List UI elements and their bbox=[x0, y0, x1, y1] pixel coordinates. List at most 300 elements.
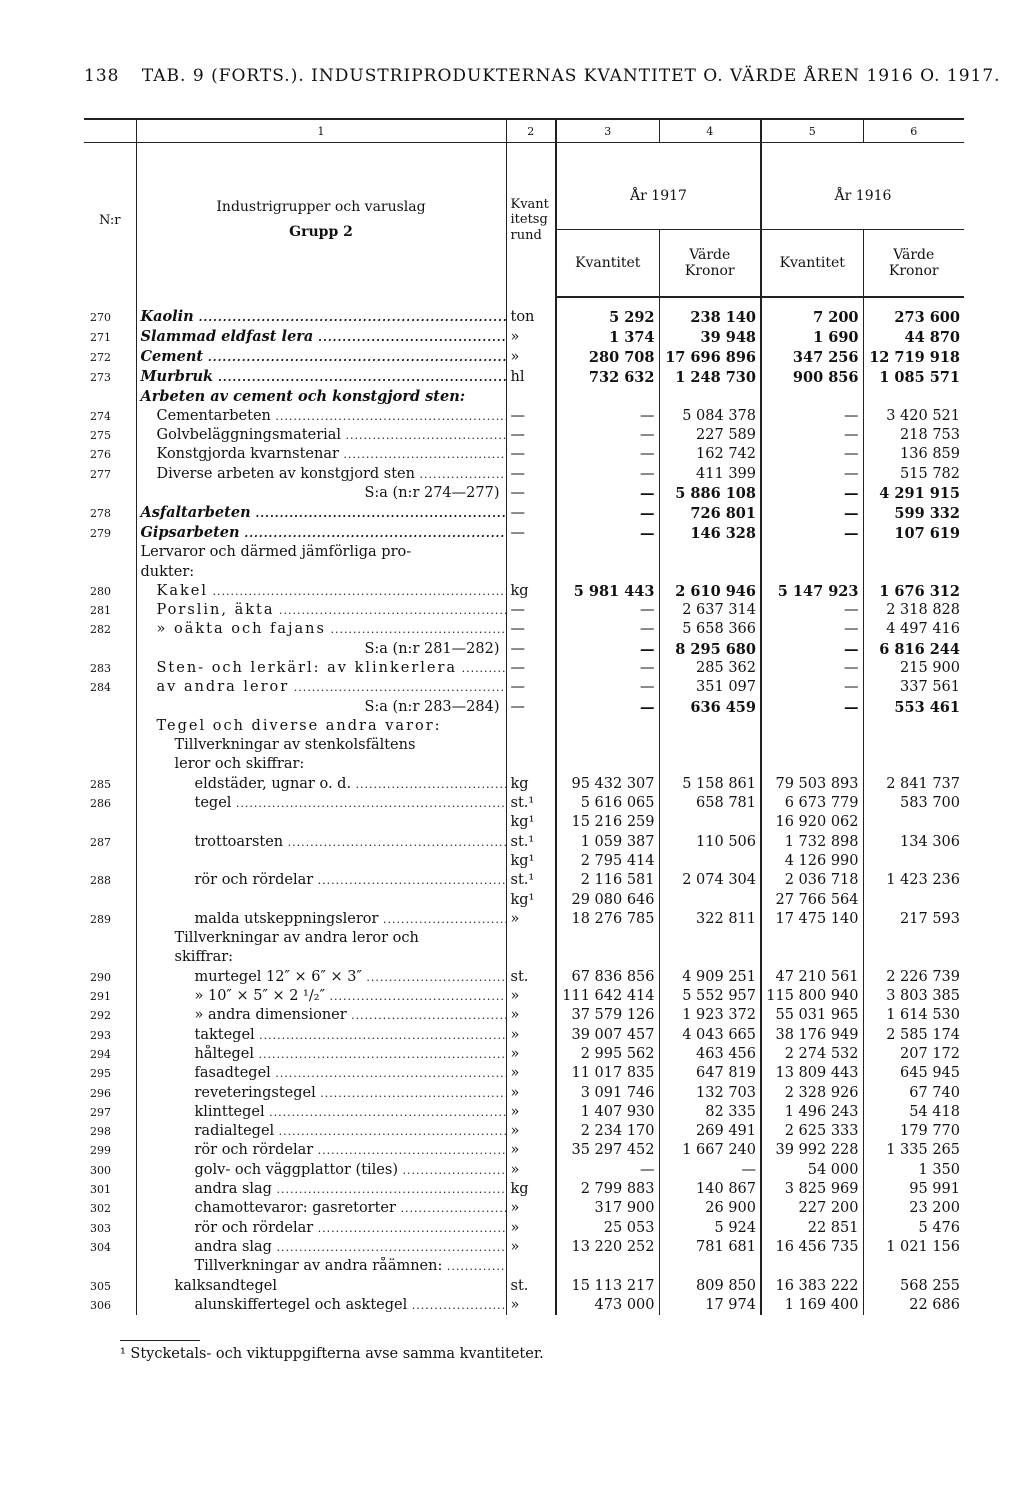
table-row bbox=[84, 910, 964, 929]
row-unit: » bbox=[506, 1026, 556, 1045]
cell-quantity-1916: 1 690 bbox=[761, 327, 863, 347]
row-unit: ton bbox=[506, 297, 556, 327]
cell-value-1916: 599 332 bbox=[863, 503, 964, 523]
cell-value-1917: 1 248 730 bbox=[659, 367, 761, 387]
cell-quantity-1916: 1 732 898 bbox=[761, 833, 863, 852]
table-row bbox=[84, 968, 964, 987]
cell-quantity-1917: — bbox=[556, 601, 659, 620]
cell-value-1917 bbox=[659, 813, 761, 832]
cell-quantity-1917: 1 407 930 bbox=[556, 1103, 659, 1122]
row-label: » 10″ × 5″ × 2 ¹/₂″ ..... bbox=[136, 987, 506, 1006]
cell-quantity-1917: 35 297 452 bbox=[556, 1141, 659, 1160]
cell-quantity-1917: 37 579 126 bbox=[556, 1006, 659, 1025]
cell-value-1917: 110 506 bbox=[659, 833, 761, 852]
row-unit: — bbox=[506, 484, 556, 503]
cell-value-1917 bbox=[659, 736, 761, 755]
table-row bbox=[84, 929, 964, 948]
cell-value-1917 bbox=[659, 890, 761, 909]
cell-quantity-1916 bbox=[761, 948, 863, 967]
row-unit: » bbox=[506, 1161, 556, 1180]
row-unit: » bbox=[506, 347, 556, 367]
cell-value-1916 bbox=[863, 929, 964, 948]
cell-quantity-1917: 473 000 bbox=[556, 1296, 659, 1315]
cell-quantity-1917: 2 116 581 bbox=[556, 871, 659, 890]
column-number: 2 bbox=[506, 119, 556, 143]
cell-quantity-1917: 2 795 414 bbox=[556, 852, 659, 871]
row-number bbox=[84, 755, 136, 774]
cell-quantity-1917: 13 220 252 bbox=[556, 1238, 659, 1257]
cell-quantity-1917: 732 632 bbox=[556, 367, 659, 387]
row-number: 303 bbox=[90, 1221, 111, 1235]
cell-quantity-1916: — bbox=[761, 484, 863, 503]
cell-value-1917: 17 974 bbox=[659, 1296, 761, 1315]
cell-quantity-1917: — bbox=[556, 407, 659, 426]
row-number: 296 bbox=[90, 1086, 111, 1100]
cell-value-1917: 4 043 665 bbox=[659, 1026, 761, 1045]
row-label: S:a (n:r 274—277) bbox=[136, 484, 506, 503]
row-number: 272 bbox=[90, 350, 111, 364]
cell-quantity-1917 bbox=[556, 929, 659, 948]
cell-value-1916: 4 497 416 bbox=[863, 620, 964, 639]
cell-value-1916 bbox=[863, 736, 964, 755]
cell-quantity-1916: 2 625 333 bbox=[761, 1122, 863, 1141]
cell-quantity-1916: — bbox=[761, 640, 863, 659]
row-unit bbox=[506, 387, 556, 406]
row-number: 295 bbox=[90, 1067, 111, 1081]
row-number bbox=[84, 543, 136, 562]
cell-value-1916 bbox=[863, 387, 964, 406]
cell-quantity-1916: 1 169 400 bbox=[761, 1296, 863, 1315]
cell-quantity-1916: — bbox=[761, 678, 863, 697]
row-number: 279 bbox=[90, 526, 111, 540]
cell-value-1917 bbox=[659, 755, 761, 774]
column-number: 4 bbox=[659, 119, 761, 143]
cell-quantity-1916: 47 210 561 bbox=[761, 968, 863, 987]
row-unit: — bbox=[506, 464, 556, 483]
row-unit: st. bbox=[506, 1276, 556, 1295]
cell-quantity-1916: 115 800 940 bbox=[761, 987, 863, 1006]
row-unit: — bbox=[506, 601, 556, 620]
table-row bbox=[84, 794, 964, 813]
row-unit: kg bbox=[506, 775, 556, 794]
row-label: Tegel och diverse andra varor: bbox=[136, 717, 506, 736]
row-number: 282 bbox=[90, 623, 111, 637]
page-header bbox=[84, 66, 1001, 86]
cell-value-1916: 515 782 bbox=[863, 464, 964, 483]
row-number: 276 bbox=[90, 448, 111, 462]
cell-value-1916 bbox=[863, 948, 964, 967]
table-row bbox=[84, 464, 964, 483]
cell-value-1916: 218 753 bbox=[863, 426, 964, 445]
cell-quantity-1917 bbox=[556, 948, 659, 967]
row-label: Tillverkningar av andra leror och bbox=[136, 929, 506, 948]
cell-value-1916: 2 318 828 bbox=[863, 601, 964, 620]
cell-quantity-1917 bbox=[556, 717, 659, 736]
row-label: Gipsarbeten ..... bbox=[136, 523, 506, 543]
row-unit bbox=[506, 755, 556, 774]
cell-value-1917 bbox=[659, 929, 761, 948]
cell-quantity-1917: 25 053 bbox=[556, 1218, 659, 1237]
cell-value-1917: 140 867 bbox=[659, 1180, 761, 1199]
row-number: 291 bbox=[90, 990, 111, 1004]
table-row bbox=[84, 659, 964, 678]
row-number: 288 bbox=[90, 874, 111, 888]
cell-quantity-1917: — bbox=[556, 426, 659, 445]
row-number bbox=[84, 1257, 136, 1276]
cell-value-1917: 809 850 bbox=[659, 1276, 761, 1295]
cell-value-1917: 5 658 366 bbox=[659, 620, 761, 639]
row-label: Kakel ..... bbox=[136, 582, 506, 601]
row-number: 270 bbox=[90, 310, 111, 324]
cell-value-1916 bbox=[863, 890, 964, 909]
row-label: Tillverkningar av andra råämnen: ..... bbox=[136, 1257, 506, 1276]
cell-quantity-1917 bbox=[556, 755, 659, 774]
cell-quantity-1916: 13 809 443 bbox=[761, 1064, 863, 1083]
cell-value-1916: 136 859 bbox=[863, 445, 964, 464]
row-number: 274 bbox=[90, 409, 111, 423]
row-unit: — bbox=[506, 503, 556, 523]
cell-value-1916: 583 700 bbox=[863, 794, 964, 813]
row-unit: kg¹ bbox=[506, 813, 556, 832]
row-label: andra slag ..... bbox=[136, 1238, 506, 1257]
row-label: tegel ..... bbox=[136, 794, 506, 813]
cell-value-1916: 95 991 bbox=[863, 1180, 964, 1199]
cell-quantity-1916: 4 126 990 bbox=[761, 852, 863, 871]
cell-value-1916 bbox=[863, 717, 964, 736]
cell-quantity-1917: 15 113 217 bbox=[556, 1276, 659, 1295]
row-unit bbox=[506, 929, 556, 948]
cell-quantity-1916: 3 825 969 bbox=[761, 1180, 863, 1199]
cell-value-1916: 23 200 bbox=[863, 1199, 964, 1218]
cell-value-1917 bbox=[659, 948, 761, 967]
cell-quantity-1917: — bbox=[556, 659, 659, 678]
cell-value-1917 bbox=[659, 1257, 761, 1276]
cell-value-1917: 5 158 861 bbox=[659, 775, 761, 794]
row-label: Slammad eldfast lera ..... bbox=[136, 327, 506, 347]
table-row bbox=[84, 678, 964, 697]
cell-value-1917: 636 459 bbox=[659, 697, 761, 716]
cell-quantity-1916: 16 920 062 bbox=[761, 813, 863, 832]
row-label: Golvbeläggningsmaterial ..... bbox=[136, 426, 506, 445]
cell-quantity-1917: — bbox=[556, 640, 659, 659]
row-number: 302 bbox=[90, 1202, 111, 1216]
row-number: 284 bbox=[90, 681, 111, 695]
column-number: 5 bbox=[761, 119, 863, 143]
cell-value-1916: 645 945 bbox=[863, 1064, 964, 1083]
cell-value-1917: 2 610 946 bbox=[659, 582, 761, 601]
cell-value-1917: 132 703 bbox=[659, 1083, 761, 1102]
table-row bbox=[84, 543, 964, 562]
cell-value-1917: 658 781 bbox=[659, 794, 761, 813]
row-number: 293 bbox=[90, 1028, 111, 1042]
cell-quantity-1917: 5 616 065 bbox=[556, 794, 659, 813]
cell-value-1917: 781 681 bbox=[659, 1238, 761, 1257]
row-label: Kaolin ..... bbox=[136, 297, 506, 327]
table-row bbox=[84, 327, 964, 347]
cell-value-1917: — bbox=[659, 1161, 761, 1180]
cell-quantity-1917: — bbox=[556, 503, 659, 523]
cell-quantity-1916: 39 992 228 bbox=[761, 1141, 863, 1160]
cell-value-1917: 82 335 bbox=[659, 1103, 761, 1122]
cell-value-1916: 54 418 bbox=[863, 1103, 964, 1122]
cell-quantity-1916 bbox=[761, 717, 863, 736]
cell-quantity-1917: 5 292 bbox=[556, 297, 659, 327]
cell-value-1916: 12 719 918 bbox=[863, 347, 964, 367]
row-label: malda utskeppningsleror ..... bbox=[136, 910, 506, 929]
cell-value-1916 bbox=[863, 562, 964, 581]
row-number: 299 bbox=[90, 1144, 111, 1158]
row-number bbox=[84, 852, 136, 871]
table-row bbox=[84, 1257, 964, 1276]
table-body bbox=[84, 297, 964, 1315]
table-row bbox=[84, 1103, 964, 1122]
cell-value-1916: 5 476 bbox=[863, 1218, 964, 1237]
row-label: trottoarsten ..... bbox=[136, 833, 506, 852]
row-unit bbox=[506, 717, 556, 736]
row-label: golv- och väggplattor (tiles) ..... bbox=[136, 1161, 506, 1180]
cell-quantity-1917: 5 981 443 bbox=[556, 582, 659, 601]
cell-quantity-1916 bbox=[761, 1257, 863, 1276]
cell-quantity-1917: — bbox=[556, 464, 659, 483]
header-value-label: Värde bbox=[893, 247, 935, 263]
cell-value-1917: 5 084 378 bbox=[659, 407, 761, 426]
header-value-1917 bbox=[659, 230, 761, 298]
row-unit bbox=[506, 948, 556, 967]
cell-quantity-1916 bbox=[761, 736, 863, 755]
cell-value-1916: 134 306 bbox=[863, 833, 964, 852]
cell-quantity-1916 bbox=[761, 387, 863, 406]
cell-quantity-1917: 2 799 883 bbox=[556, 1180, 659, 1199]
table-row bbox=[84, 1238, 964, 1257]
cell-value-1917: 322 811 bbox=[659, 910, 761, 929]
row-label: leror och skiffrar: bbox=[136, 755, 506, 774]
row-number: 277 bbox=[90, 467, 111, 481]
cell-quantity-1916: 1 496 243 bbox=[761, 1103, 863, 1122]
row-number: 305 bbox=[90, 1279, 111, 1293]
cell-quantity-1917 bbox=[556, 1257, 659, 1276]
cell-quantity-1916: 55 031 965 bbox=[761, 1006, 863, 1025]
row-label: reveteringstegel ..... bbox=[136, 1083, 506, 1102]
cell-value-1917 bbox=[659, 717, 761, 736]
row-label: kalksandtegel bbox=[136, 1276, 506, 1295]
table-row bbox=[84, 755, 964, 774]
table-row bbox=[84, 367, 964, 387]
row-number bbox=[84, 717, 136, 736]
header-value-label: Värde bbox=[689, 247, 731, 263]
cell-value-1916: 337 561 bbox=[863, 678, 964, 697]
cell-value-1916: 207 172 bbox=[863, 1045, 964, 1064]
header-quantity-1917: Kvantitet bbox=[556, 230, 659, 298]
cell-quantity-1916 bbox=[761, 562, 863, 581]
row-number: 289 bbox=[90, 912, 111, 926]
cell-value-1917: 2 637 314 bbox=[659, 601, 761, 620]
cell-value-1917: 26 900 bbox=[659, 1199, 761, 1218]
table-row bbox=[84, 1199, 964, 1218]
cell-quantity-1916: — bbox=[761, 620, 863, 639]
cell-value-1916: 1 021 156 bbox=[863, 1238, 964, 1257]
cell-quantity-1916: 38 176 949 bbox=[761, 1026, 863, 1045]
row-number bbox=[84, 890, 136, 909]
row-unit: » bbox=[506, 1122, 556, 1141]
cell-quantity-1917: — bbox=[556, 484, 659, 503]
cell-value-1916: 3 803 385 bbox=[863, 987, 964, 1006]
header-nr: N:r bbox=[98, 212, 121, 228]
row-number bbox=[84, 736, 136, 755]
row-unit: — bbox=[506, 697, 556, 716]
cell-quantity-1917: 280 708 bbox=[556, 347, 659, 367]
row-number: 287 bbox=[90, 835, 111, 849]
row-number: 271 bbox=[90, 330, 111, 344]
table-row bbox=[84, 1026, 964, 1045]
row-label: av andra leror ..... bbox=[136, 678, 506, 697]
cell-quantity-1917: 1 374 bbox=[556, 327, 659, 347]
row-label: dukter: bbox=[136, 562, 506, 581]
table-row bbox=[84, 1122, 964, 1141]
cell-value-1917: 411 399 bbox=[659, 464, 761, 483]
header-name-cell bbox=[136, 143, 506, 298]
cell-value-1916: 1 614 530 bbox=[863, 1006, 964, 1025]
cell-value-1917: 162 742 bbox=[659, 445, 761, 464]
row-unit: » bbox=[506, 1083, 556, 1102]
cell-quantity-1916: — bbox=[761, 426, 863, 445]
row-unit: » bbox=[506, 1064, 556, 1083]
cell-quantity-1916 bbox=[761, 543, 863, 562]
row-number: 306 bbox=[90, 1298, 111, 1312]
table-row bbox=[84, 620, 964, 639]
row-label: Sten- och lerkärl: av klinkerlera ..... bbox=[136, 659, 506, 678]
cell-value-1917: 351 097 bbox=[659, 678, 761, 697]
cell-value-1916: 67 740 bbox=[863, 1083, 964, 1102]
cell-quantity-1917: — bbox=[556, 523, 659, 543]
row-unit: » bbox=[506, 987, 556, 1006]
cell-quantity-1916: 900 856 bbox=[761, 367, 863, 387]
cell-value-1917: 5 886 108 bbox=[659, 484, 761, 503]
table-row bbox=[84, 1180, 964, 1199]
header-kronor-label: Kronor bbox=[888, 263, 939, 279]
cell-quantity-1916: 16 456 735 bbox=[761, 1238, 863, 1257]
column-number-blank bbox=[84, 119, 136, 143]
row-number bbox=[84, 484, 136, 503]
row-number: 304 bbox=[90, 1240, 111, 1254]
row-label: fasadtegel ..... bbox=[136, 1064, 506, 1083]
row-number bbox=[84, 948, 136, 967]
row-label: Arbeten av cement och konstgjord sten: bbox=[136, 387, 506, 406]
cell-value-1916: 22 686 bbox=[863, 1296, 964, 1315]
row-number: 294 bbox=[90, 1047, 111, 1061]
cell-quantity-1917: — bbox=[556, 620, 659, 639]
row-unit: » bbox=[506, 1199, 556, 1218]
cell-quantity-1917: — bbox=[556, 1161, 659, 1180]
row-unit: » bbox=[506, 1045, 556, 1064]
row-label: S:a (n:r 281—282) bbox=[136, 640, 506, 659]
table-row bbox=[84, 717, 964, 736]
cell-quantity-1916: 27 766 564 bbox=[761, 890, 863, 909]
header-quantity-1916: Kvantitet bbox=[761, 230, 863, 298]
table-row bbox=[84, 297, 964, 327]
table-row bbox=[84, 503, 964, 523]
table-row bbox=[84, 601, 964, 620]
row-number: 278 bbox=[90, 506, 111, 520]
cell-quantity-1916: — bbox=[761, 445, 863, 464]
cell-value-1917: 463 456 bbox=[659, 1045, 761, 1064]
row-unit: — bbox=[506, 407, 556, 426]
cell-quantity-1916: 2 036 718 bbox=[761, 871, 863, 890]
row-label: S:a (n:r 283—284) bbox=[136, 697, 506, 716]
row-number: 298 bbox=[90, 1125, 111, 1139]
table-row bbox=[84, 697, 964, 716]
row-number: 286 bbox=[90, 797, 111, 811]
cell-quantity-1916: 2 274 532 bbox=[761, 1045, 863, 1064]
cell-value-1916: 2 226 739 bbox=[863, 968, 964, 987]
table-row bbox=[84, 562, 964, 581]
row-unit: kg¹ bbox=[506, 890, 556, 909]
cell-quantity-1916: 2 328 926 bbox=[761, 1083, 863, 1102]
row-label: klinttegel ..... bbox=[136, 1103, 506, 1122]
table-row bbox=[84, 1083, 964, 1102]
page-title: TAB. 9 (FORTS.). INDUSTRIPRODUKTERNAS KVANTITET O. VÄRDE ÅREN 1916 O. 1917. bbox=[141, 66, 1001, 86]
cell-quantity-1917: — bbox=[556, 697, 659, 716]
row-number bbox=[84, 640, 136, 659]
table-row bbox=[84, 948, 964, 967]
table-row bbox=[84, 445, 964, 464]
row-label: alunskiffertegel och asktegel ..... bbox=[136, 1296, 506, 1315]
row-unit: — bbox=[506, 640, 556, 659]
row-unit: » bbox=[506, 1218, 556, 1237]
row-number: 297 bbox=[90, 1105, 111, 1119]
row-unit: st.¹ bbox=[506, 794, 556, 813]
cell-value-1916 bbox=[863, 543, 964, 562]
cell-value-1916: 2 585 174 bbox=[863, 1026, 964, 1045]
cell-value-1916: 215 900 bbox=[863, 659, 964, 678]
cell-value-1917: 8 295 680 bbox=[659, 640, 761, 659]
row-unit: — bbox=[506, 445, 556, 464]
cell-value-1916: 3 420 521 bbox=[863, 407, 964, 426]
row-unit bbox=[506, 543, 556, 562]
row-unit: st.¹ bbox=[506, 871, 556, 890]
header-value-1916 bbox=[863, 230, 964, 298]
cell-value-1916: 273 600 bbox=[863, 297, 964, 327]
cell-value-1917 bbox=[659, 562, 761, 581]
row-label: radialtegel ..... bbox=[136, 1122, 506, 1141]
column-number-row bbox=[84, 119, 964, 143]
row-unit: — bbox=[506, 678, 556, 697]
cell-quantity-1916: — bbox=[761, 503, 863, 523]
row-unit: hl bbox=[506, 367, 556, 387]
row-label: » andra dimensioner ..... bbox=[136, 1006, 506, 1025]
table-row bbox=[84, 1045, 964, 1064]
row-number: 283 bbox=[90, 662, 111, 675]
cell-quantity-1917 bbox=[556, 387, 659, 406]
row-number: 285 bbox=[90, 777, 111, 791]
cell-value-1916: 107 619 bbox=[863, 523, 964, 543]
row-unit bbox=[506, 1257, 556, 1276]
cell-quantity-1916: — bbox=[761, 407, 863, 426]
table-row bbox=[84, 775, 964, 794]
row-unit: kg bbox=[506, 582, 556, 601]
row-label: Tillverkningar av stenkolsfältens bbox=[136, 736, 506, 755]
table-row bbox=[84, 890, 964, 909]
cell-quantity-1916: 16 383 222 bbox=[761, 1276, 863, 1295]
row-label: rör och rördelar ..... bbox=[136, 1218, 506, 1237]
column-number: 1 bbox=[136, 119, 506, 143]
cell-quantity-1917 bbox=[556, 543, 659, 562]
row-number: 281 bbox=[90, 604, 111, 618]
cell-value-1917: 2 074 304 bbox=[659, 871, 761, 890]
table-row bbox=[84, 523, 964, 543]
row-unit: — bbox=[506, 659, 556, 678]
row-label: Konstgjorda kvarnstenar ..... bbox=[136, 445, 506, 464]
row-unit: — bbox=[506, 620, 556, 639]
